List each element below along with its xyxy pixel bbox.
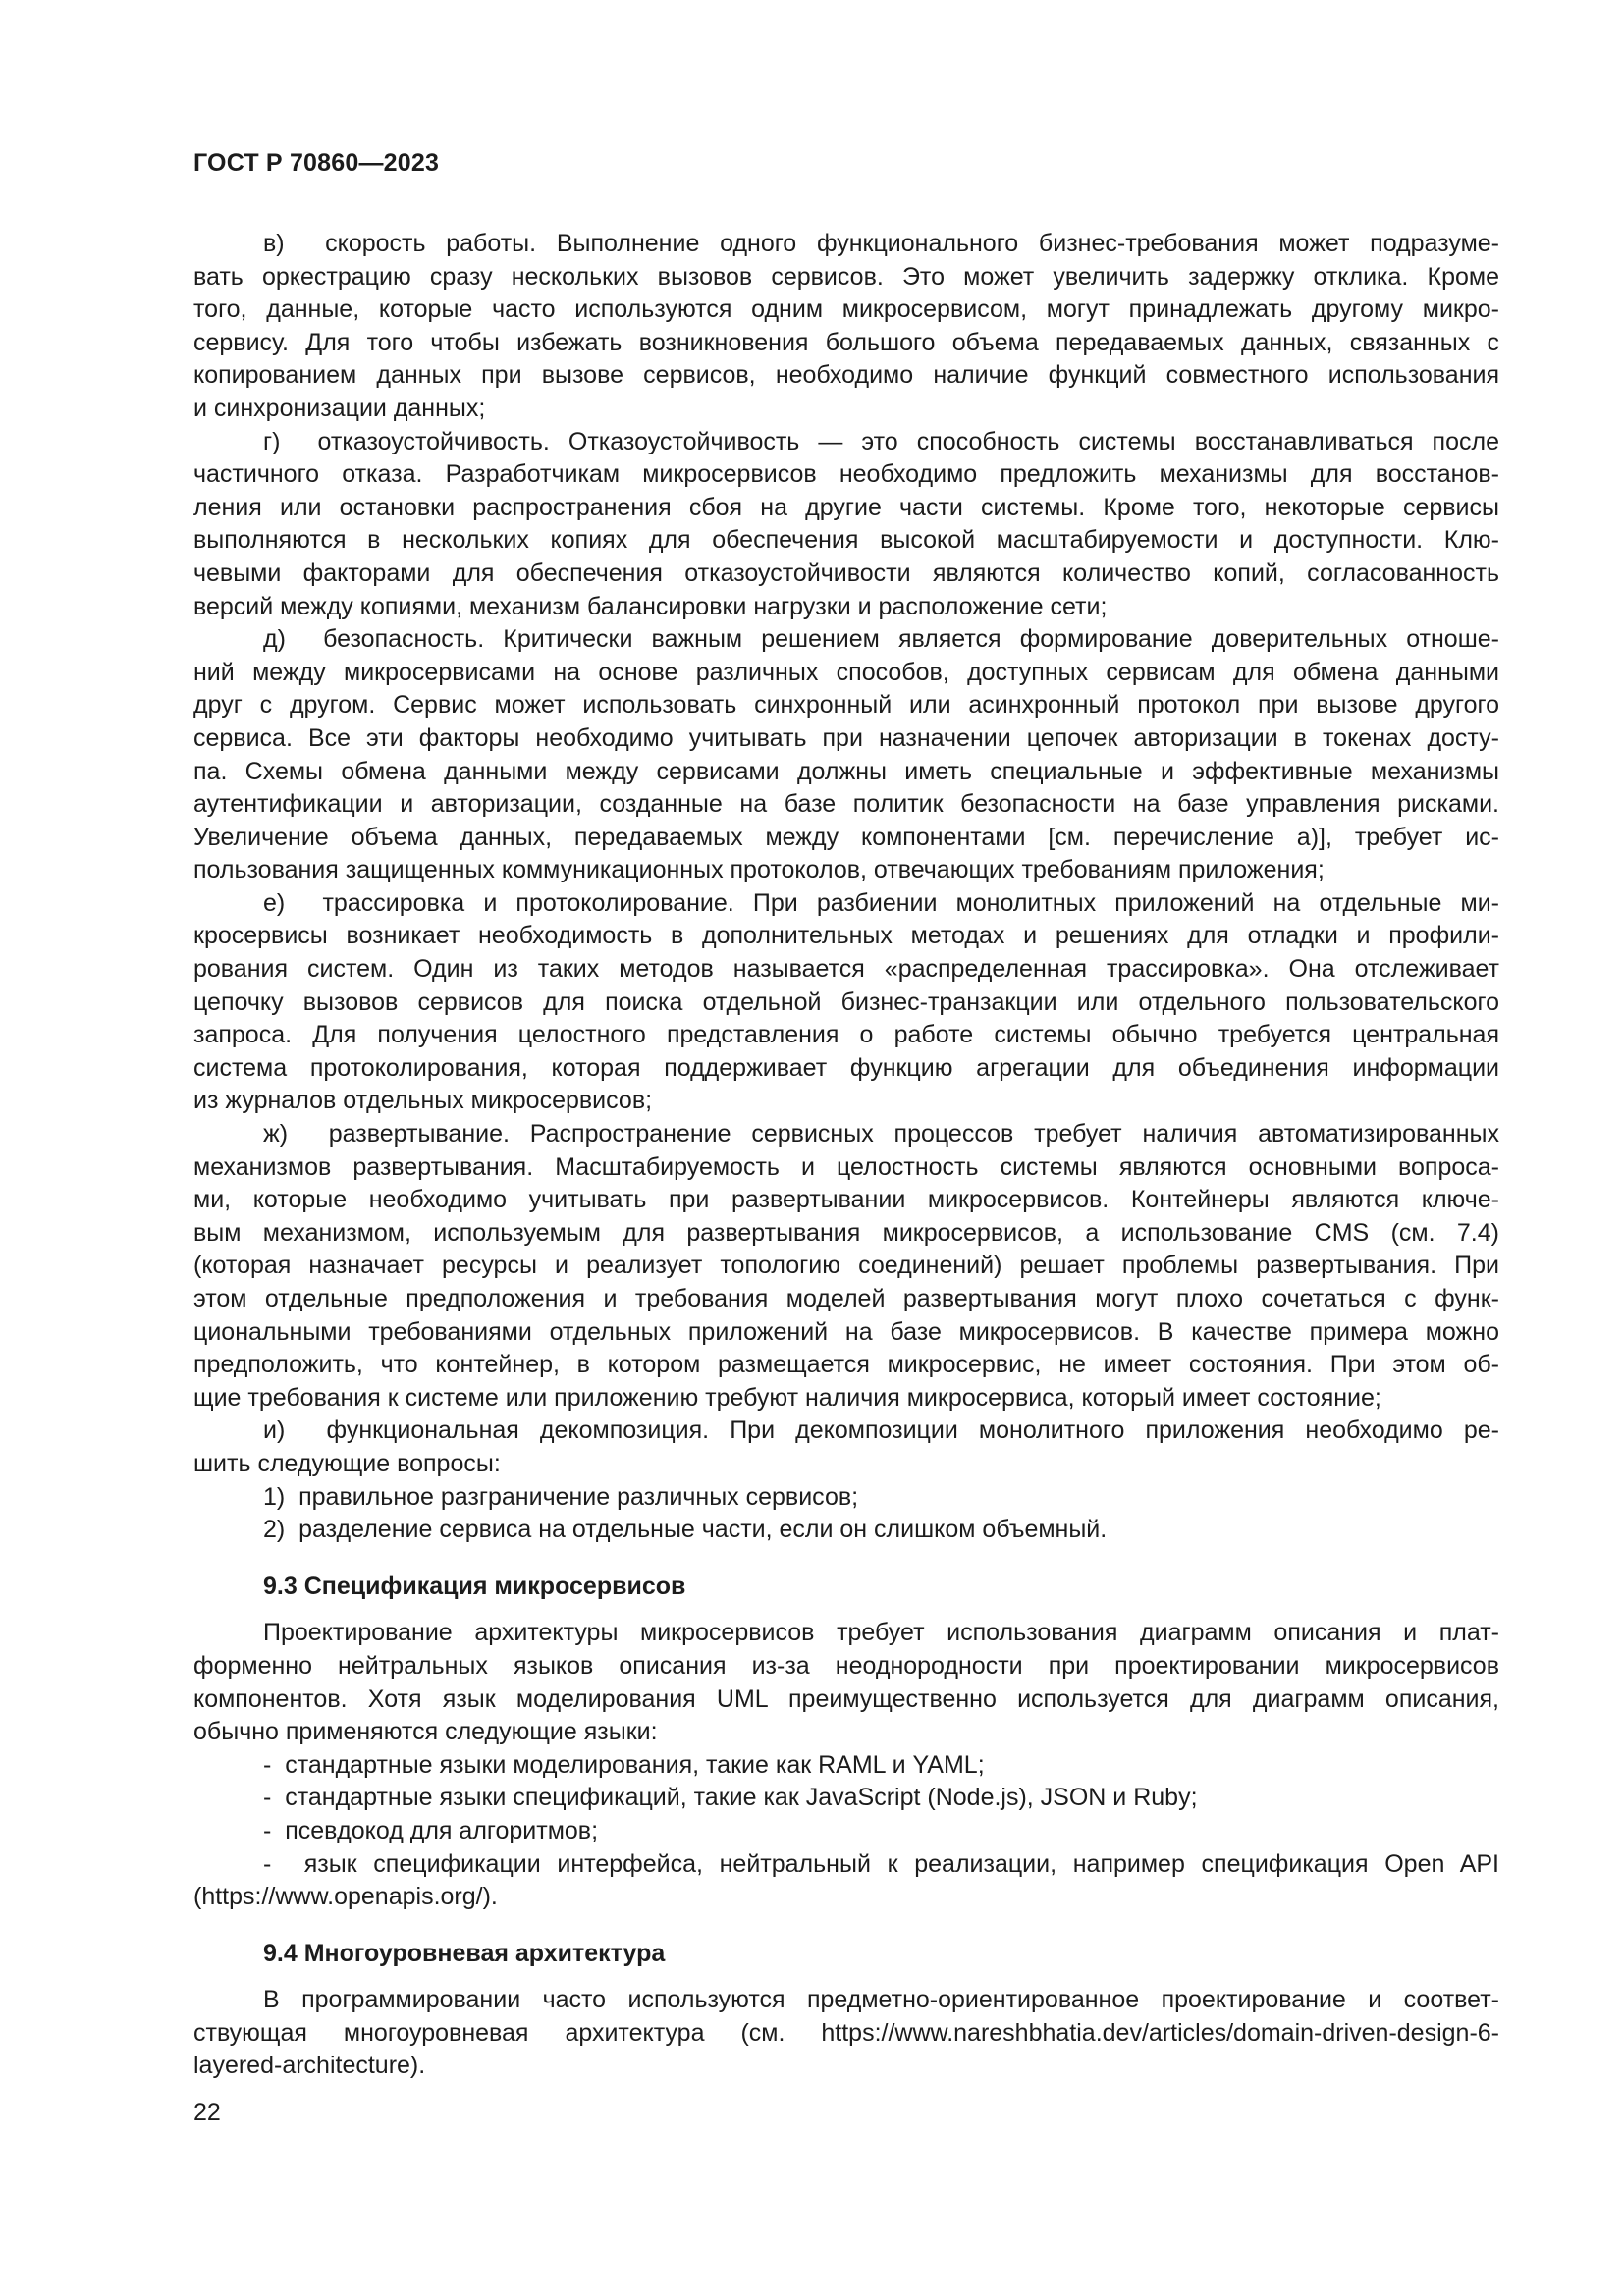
text-line: форменно нейтральных языков описания из-за неоднородности при проектировании микросервисов bbox=[193, 1651, 1499, 1680]
text-line: ми, которые необходимо учитывать при развертывании микросервисов. Контейнеры являются ключе- bbox=[193, 1186, 1499, 1214]
text-line: чевыми факторами для обеспечения отказоустойчивости являются количество копий, согласованность bbox=[193, 559, 1499, 587]
text-line: в) скорость работы. Выполнение одного функционального бизнес-требования может подразуме- bbox=[263, 230, 1499, 257]
text-line: компонентов. Хотя язык моделирования UML преимущественно используется для диаграмм описания, bbox=[193, 1684, 1499, 1713]
text-line: (https://www.openapis.org/). bbox=[193, 1883, 498, 1911]
text-line: ствующая многоуровневая архитектура (см. https://www.nareshbhatia.dev/articles/domain-driven-design-6- bbox=[193, 2018, 1499, 2047]
section-heading: 9.4 Многоуровневая архитектура bbox=[263, 1939, 666, 1967]
text-line: цепочку вызовов сервисов для поиска отдельной бизнес-транзакции или отдельного пользовательского bbox=[193, 988, 1499, 1016]
text-line: шить следующие вопросы: bbox=[193, 1449, 501, 1477]
text-line: и) функциональная декомпозиция. При декомпозиции монолитного приложения необходимо ре- bbox=[263, 1416, 1499, 1445]
section-heading: 9.3 Спецификация микросервисов bbox=[263, 1572, 686, 1600]
page-number: 22 bbox=[193, 2099, 221, 2127]
text-line: копированием данных при вызове сервисов, необходимо наличие функций совместного использования bbox=[193, 361, 1499, 390]
text-line: механизмов развертывания. Масштабируемость и целостность системы являются основными вопроса- bbox=[193, 1152, 1499, 1181]
text-line: е) трассировка и протоколирование. При разбиении монолитных приложений на отдельные ми- bbox=[263, 888, 1499, 917]
text-line: частичного отказа. Разработчикам микросервисов необходимо предложить механизмы для восстанов- bbox=[193, 460, 1499, 489]
text-line: ж) развертывание. Распространение сервисных процессов требует наличия автоматизированных bbox=[263, 1120, 1499, 1148]
text-line: система протоколирования, которая поддерживает функцию агрегации для объединения информации bbox=[193, 1053, 1499, 1082]
text-line: сервису. Для того чтобы избежать возникновения большого объема передаваемых данных, связанных с bbox=[193, 328, 1499, 356]
text-line: циональными требованиями отдельных приложений на базе микросервисов. В качестве примера можно bbox=[193, 1317, 1499, 1346]
text-line: ний между микросервисами на основе различных способов, доступных сервисам для обмена данными bbox=[193, 658, 1499, 686]
text-line: кросервисы возникает необходимость в дополнительных методах и решениях для отладки и профили- bbox=[193, 922, 1499, 950]
text-line: рования систем. Один из таких методов называется «распределенная трассировка». Она отслеживает bbox=[193, 955, 1499, 984]
text-line: этом отдельные предположения и требования моделей развертывания могут плохо сочетаться с функ- bbox=[193, 1285, 1499, 1312]
text-line: (которая назначает ресурсы и реализует топологию соединений) решает проблемы развертывания. При bbox=[193, 1252, 1499, 1280]
text-line: и синхронизации данных; bbox=[193, 394, 486, 422]
text-line: В программировании часто используются предметно-ориентированное проектирование и соответ- bbox=[263, 1986, 1499, 2014]
text-line: 1) правильное разграничение различных сервисов; bbox=[263, 1482, 859, 1511]
text-line: запроса. Для получения целостного представления о работе системы обычно требуется центральная bbox=[193, 1021, 1499, 1049]
text-line: того, данные, которые часто используются одним микросервисом, могут принадлежать другому микро- bbox=[193, 295, 1499, 324]
text-line: аутентификации и авторизации, созданные на базе политик безопасности на базе управления рисками. bbox=[193, 790, 1499, 819]
text-line: предположить, что контейнер, в котором размещается микросервис, не имеет состояния. При этом об- bbox=[193, 1351, 1499, 1379]
text-line: ления или остановки распространения сбоя на другие части системы. Кроме того, некоторые сервисы bbox=[193, 493, 1499, 521]
text-line: выполняются в нескольких копиях для обеспечения высокой масштабируемости и доступности. Клю- bbox=[193, 526, 1499, 555]
text-line: друг с другом. Сервис может использовать синхронный или асинхронный протокол при вызове другого bbox=[193, 691, 1499, 720]
text-line: вым механизмом, используемым для развертывания микросервисов, а использование CMS (см. 7.4) bbox=[193, 1218, 1499, 1247]
text-line: г) отказоустойчивость. Отказоустойчивость — это способность системы восстанавливаться после bbox=[263, 427, 1499, 455]
doc-code: ГОСТ Р 70860—2023 bbox=[193, 149, 440, 177]
text-line: из журналов отдельных микросервисов; bbox=[193, 1087, 653, 1115]
text-line: па. Схемы обмена данными между сервисами должны иметь специальные и эффективные механизмы bbox=[193, 757, 1499, 785]
text-line: обычно применяются следующие языки: bbox=[193, 1718, 658, 1746]
text-line: layered-architecture). bbox=[193, 2052, 426, 2080]
text-line: Увеличение объема данных, передаваемых между компонентами [см. перечисление а)], требует ис- bbox=[193, 823, 1499, 851]
text-line: 2) разделение сервиса на отдельные части, если он слишком объемный. bbox=[263, 1516, 1108, 1544]
text-line: вать оркестрацию сразу нескольких вызовов сервисов. Это может увеличить задержку отклика. Кроме bbox=[193, 262, 1499, 291]
text-line: д) безопасность. Критически важным решением является формирование доверительных отноше- bbox=[263, 625, 1499, 654]
text-line: сервиса. Все эти факторы необходимо учитывать при назначении цепочек авторизации в токенах досту- bbox=[193, 723, 1499, 752]
text-line: - псевдокод для алгоритмов; bbox=[263, 1816, 599, 1844]
text-line: - стандартные языки моделирования, такие как RAML и YAML; bbox=[263, 1750, 985, 1779]
text-line: пользования защищенных коммуникационных протоколов, отвечающих требованиям приложения; bbox=[193, 856, 1325, 884]
document-body bbox=[193, 228, 1499, 2130]
text-line: версий между копиями, механизм балансировки нагрузки и расположение сети; bbox=[193, 592, 1108, 620]
text-line: Проектирование архитектуры микросервисов требует использования диаграмм описания и плат- bbox=[263, 1619, 1499, 1647]
text-line: щие требования к системе или приложению требуют наличия микросервиса, который имеет состояние; bbox=[193, 1383, 1381, 1412]
text-line: - язык спецификации интерфейса, нейтральный к реализации, например спецификация Open API bbox=[263, 1849, 1499, 1878]
text-line: - стандартные языки спецификаций, такие как JavaScript (Node.js), JSON и Ruby; bbox=[263, 1784, 1198, 1812]
